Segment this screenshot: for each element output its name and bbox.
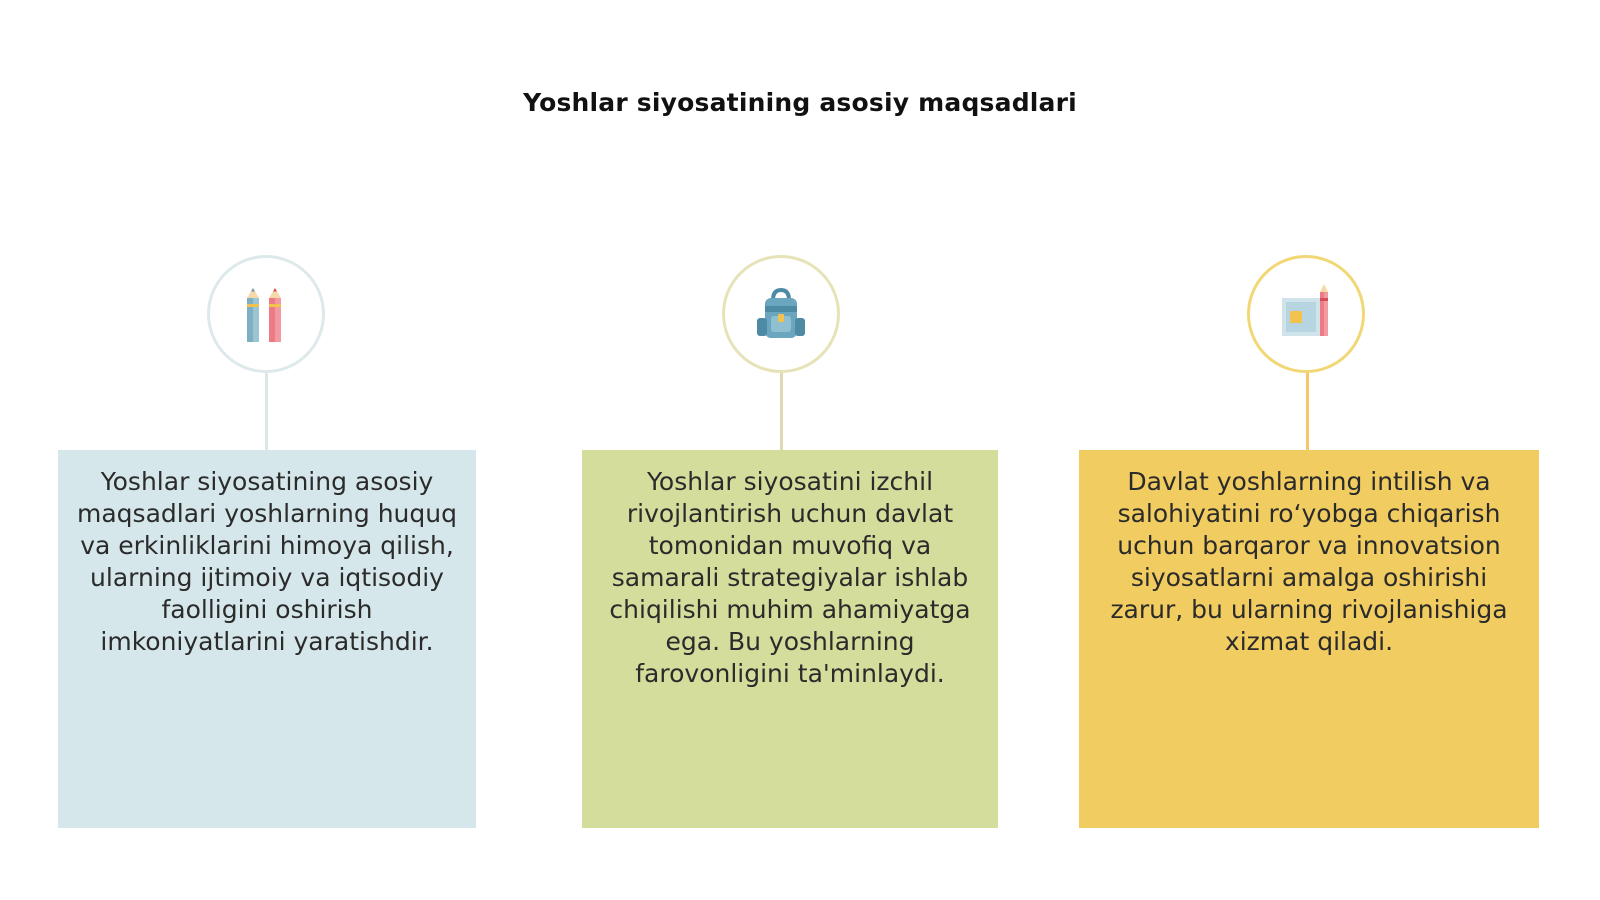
goal-card-2 [582, 450, 998, 828]
goal-column-3 [1079, 0, 1539, 900]
connector-line-3 [1306, 373, 1309, 450]
goal-card-1 [58, 450, 476, 828]
connector-line-2 [780, 373, 783, 450]
icon-circle-2 [722, 255, 840, 373]
icon-circle-3 [1247, 255, 1365, 373]
goal-card-3 [1079, 450, 1539, 828]
pencils-icon [241, 284, 291, 344]
goal-card-3-text: Davlat yoshlarning intilish va salohiyatini ro‘yobga chiqarish uchun barqaror va innovatsion siyosatlarni amalga oshirishi zarur, bu ularning rivojlanishiga xizmat qiladi. [1110, 467, 1508, 656]
icon-circle-1 [207, 255, 325, 373]
backpack-icon [751, 284, 811, 344]
page-title: Yoshlar siyosatining asosiy maqsadlari [523, 88, 1077, 117]
connector-line-1 [265, 373, 268, 450]
goal-card-1-text: Yoshlar siyosatining asosiy maqsadlari yoshlarning huquq va erkinliklarini himoya qilish, ularning ijtimoiy va iqtisodiy faolligini oshirish imkoniyatlarini yaratishdir. [77, 467, 457, 656]
goal-card-2-text: Yoshlar siyosatini izchil rivojlantirish uchun davlat tomonidan muvofiq va samarali strategiyalar ishlab chiqilishi muhim ahamiyatga ega. Bu yoshlarning farovonligini ta'minlaydi. [609, 467, 971, 688]
drawing-board-icon [1276, 284, 1336, 344]
goal-column-1 [58, 0, 476, 900]
goal-column-2 [582, 0, 998, 900]
